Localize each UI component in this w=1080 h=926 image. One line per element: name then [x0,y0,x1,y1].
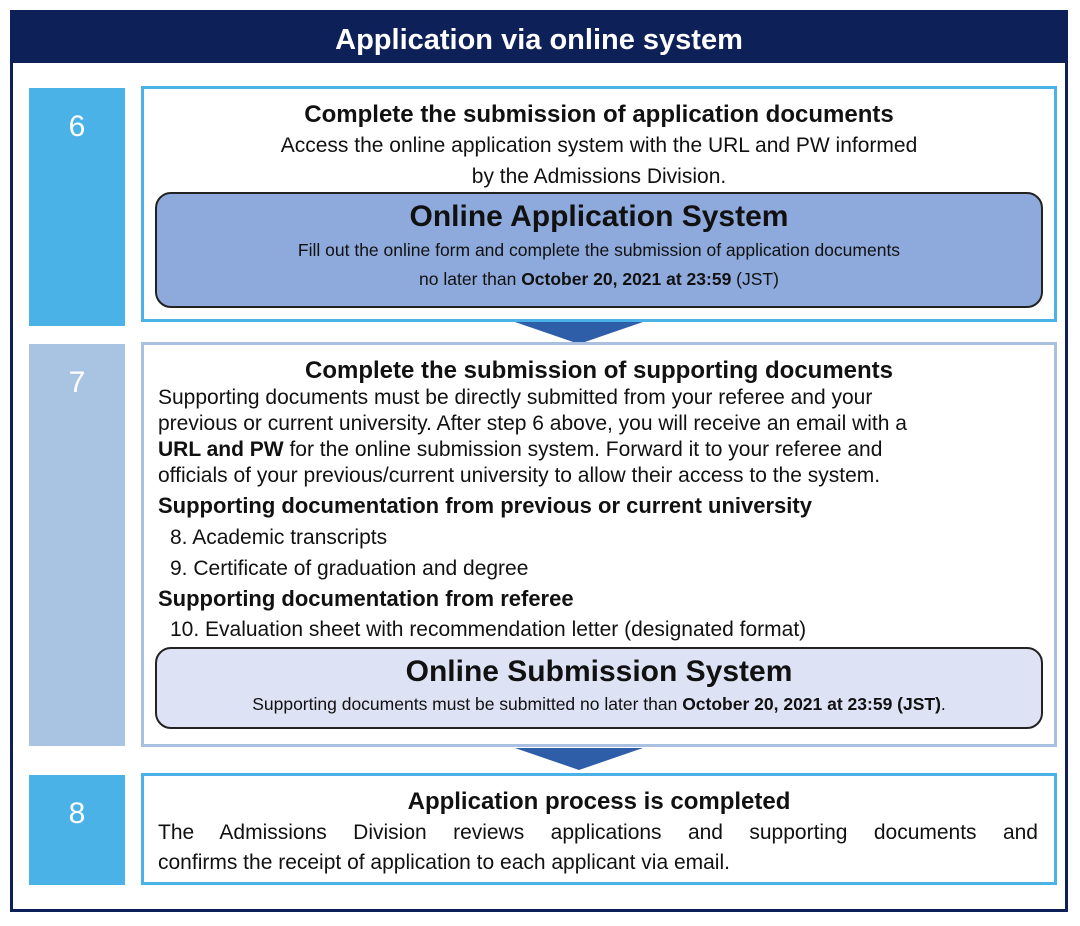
referee-docs-heading: Supporting documentation from referee [158,586,574,611]
step-8-heading: Application process is completed [407,788,791,815]
step-6-box [141,86,1057,322]
step-7-heading: Complete the submission of supporting documents [304,357,894,384]
online-submission-system-line: Supporting documents must be submitted no later than October 20, 2021 at 23:59 (JST). [252,694,946,714]
step-6-line-1: Access the online application system with the URL and PW informed [280,134,918,157]
step-8-box [141,773,1057,885]
page-title: Application via online system [13,13,1065,63]
step-6-number: 6 [29,88,125,326]
online-application-system-title: Online Application System [409,200,789,233]
arrow-7-to-8 [515,748,643,770]
step-7-number: 7 [29,344,125,746]
online-application-system-box [155,192,1043,308]
online-submission-system-box [155,647,1043,729]
step-7-box [141,342,1057,747]
step-8-line-1: The Admissions Division reviews applications and supporting documents and [158,821,1038,844]
arrow-6-to-7 [515,322,643,344]
item-evaluation-sheet: 10. Evaluation sheet with recommendation letter (designated format) [170,618,807,641]
diagram-frame [10,10,1068,912]
online-application-system-line-2: no later than October 20, 2021 at 23:59 (JST) [419,269,779,289]
step-8-number: 8 [29,775,125,885]
url-and-pw: URL and PW [158,438,284,461]
step-6-deadline: October 20, 2021 at 23:59 [521,269,732,289]
online-submission-system-title: Online Submission System [405,655,793,688]
step-6-heading: Complete the submission of application documents [304,101,894,128]
step-7-paragraph: Supporting documents must be directly submitted from your referee and your previous or current university. After step 6 above, you will receive an email with a URL and PW for the online submission system. Forward it to your referee and officials of your previous/current university to allow their access to the system. [158,386,907,487]
step-7-deadline: October 20, 2021 at 23:59 (JST) [682,694,941,714]
university-docs-heading: Supporting documentation from previous or current university [158,493,812,518]
step-8-line-2: confirms the receipt of application to each applicant via email. [158,851,730,874]
item-academic-transcripts: 8. Academic transcripts [170,526,388,549]
online-application-system-line-1: Fill out the online form and complete the submission of application documents [297,240,901,260]
step-6-line-2: by the Admissions Division. [471,165,727,188]
item-certificate-of-graduation: 9. Certificate of graduation and degree [170,557,529,580]
